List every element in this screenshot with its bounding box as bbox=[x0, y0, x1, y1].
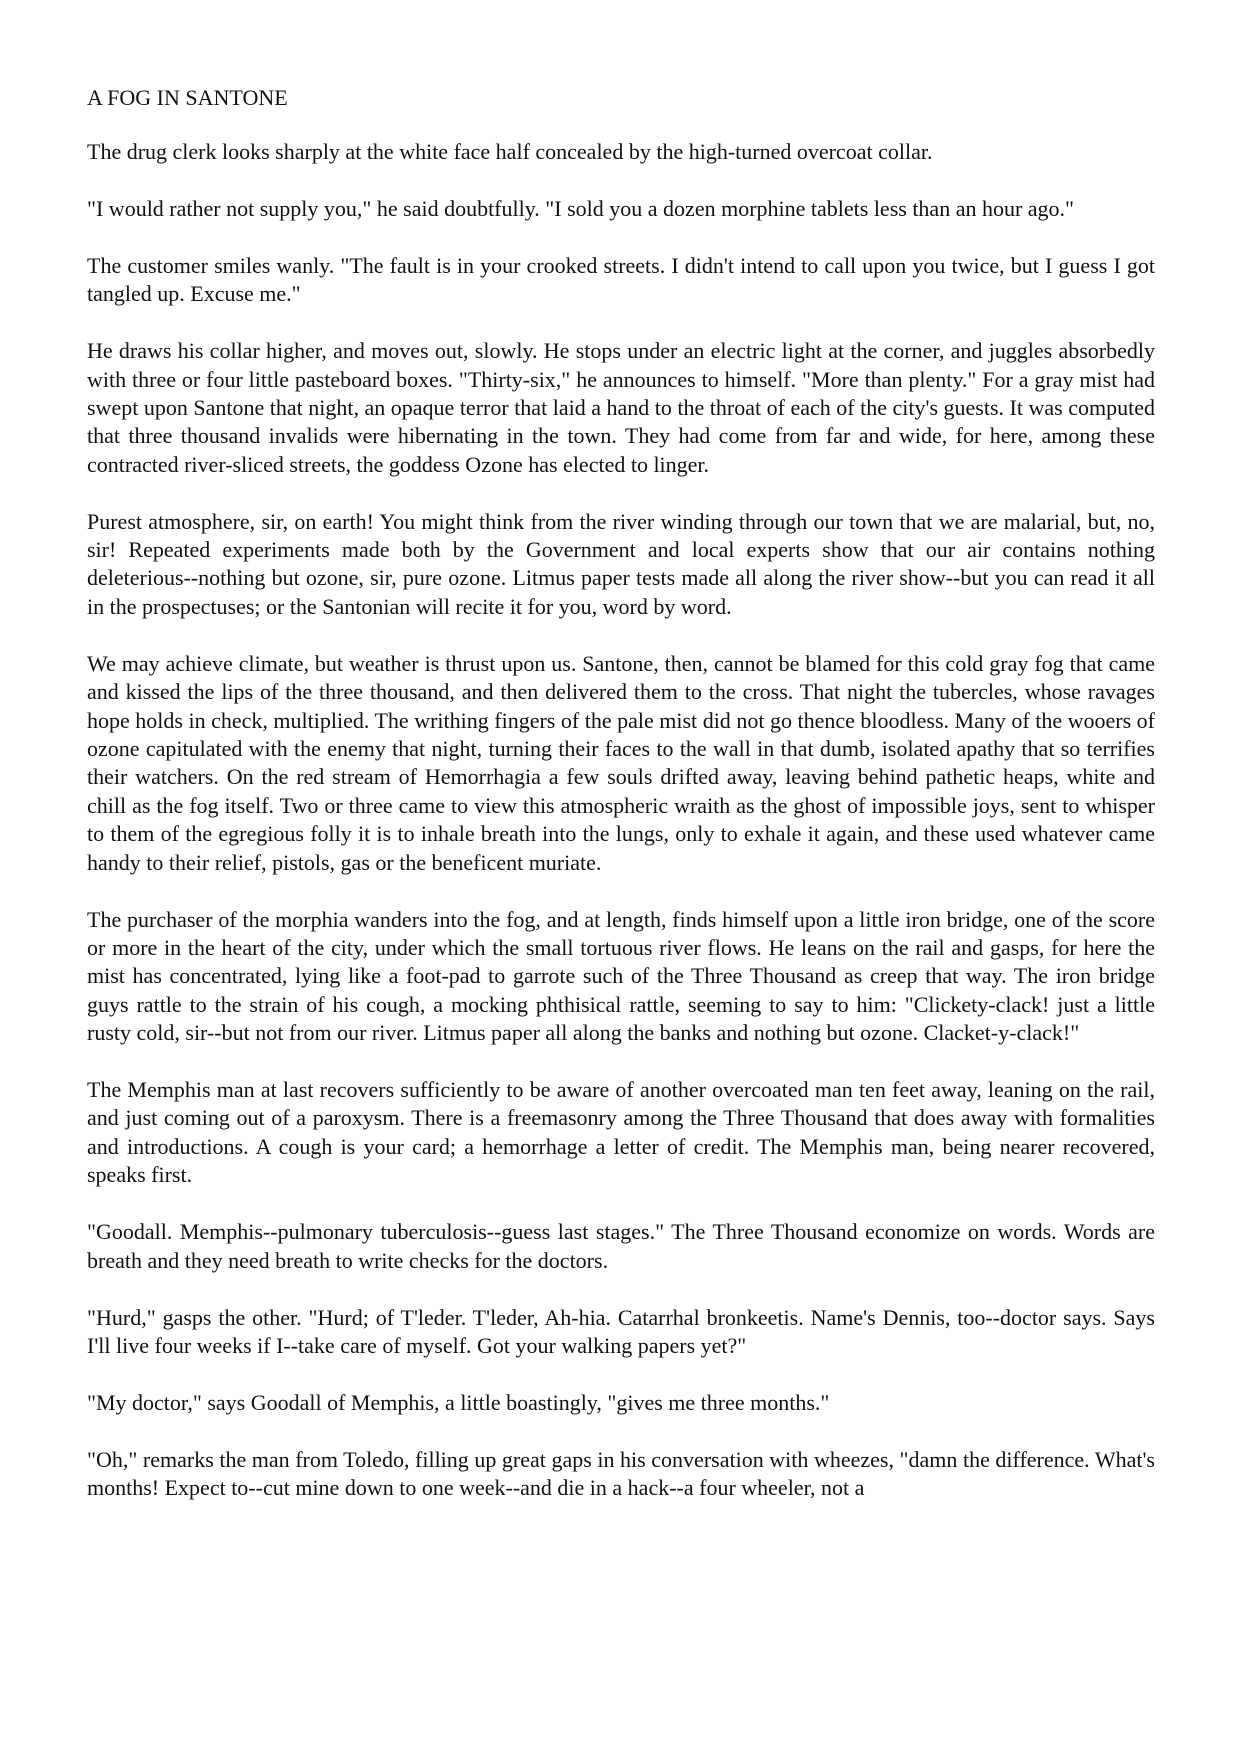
paragraph-drug-clerk: The drug clerk looks sharply at the white face half concealed by the high-turned overcoat collar. bbox=[87, 139, 933, 164]
document-page bbox=[87, 84, 1155, 1503]
paragraph-goodall: "Goodall. Memphis--pulmonary tuberculosis--guess last stages." The Three Thousand economize on words. Words are breath and they need breath to write checks for the doctors. bbox=[87, 1219, 1155, 1273]
paragraph-iron-bridge: The purchaser of the morphia wanders into the fog, and at length, finds himself upon a little iron bridge, one of the score or more in the heart of the city, under which the small tortuous river flows. He leans on the rail and gasps, for here the mist has concentrated, lying like a foot-pad to garrote such of the Three Thousand as creep that way. The iron bridge guys rattle to the strain of his cough, a mocking phthisical rattle, seeming to say to him: "Clickety-clack! just a little rusty cold, sir--but not from our river. Litmus paper all along the banks and nothing but ozone. Clacket-y-clack!" bbox=[87, 906, 1155, 1046]
paragraph-three-months: "My doctor," says Goodall of Memphis, a little boastingly, "gives me three months." bbox=[87, 1389, 830, 1415]
paragraph-weather: We may achieve climate, but weather is thrust upon us. Santone, then, cannot be blamed for this cold gray fog that came and kissed the lips of the three thousand, and then delivered them to the cross. That night the tubercles, whose ravages hope holds in check, multiplied. The writhing fingers of the pale mist did not go thence bloodless. Many of the wooers of ozone capitulated with the enemy that night, turning their faces to the wall in that dumb, isolated apathy that so terrifies their watchers. On the red stream of Hemorrhagia a few souls drifted away, leaving behind pathetic heaps, white and chill as the fog itself. Two or three came to view this atmospheric wraith as the ghost of impossible joys, sent to whisper to them of the egregious folly it is to inhale breath into the lungs, only to exhale it again, and these used whatever came handy to their relief, pistols, gas or the beneficent muriate. bbox=[87, 650, 1155, 875]
paragraph-toledo-man: "Oh," remarks the man from Toledo, filling up great gaps in his conversation with wheezes, "damn the difference. What's months! Expect to--cut mine down to one week--and die in a hack--a four wheeler, not a bbox=[87, 1446, 1155, 1501]
story-title: A FOG IN SANTONE bbox=[87, 85, 288, 110]
paragraph-gray-mist: He draws his collar higher, and moves out, slowly. He stops under an electric light at the corner, and juggles absorbedly with three or four little pasteboard boxes. "Thirty-six," he announces to himself. "More than plenty." For a gray mist had swept upon Santone that night, an opaque terror that laid a hand to the throat of each of the city's guests. It was computed that three thousand invalids were hibernating in the town. They had come from far and wide, for here, among these contracted river-sliced streets, the goddess Ozone has elected to linger. bbox=[87, 338, 1155, 477]
paragraph-customer-reply: The customer smiles wanly. "The fault is in your crooked streets. I didn't intend to call upon you twice, but I guess I got tangled up. Excuse me." bbox=[87, 252, 1155, 307]
paragraph-hurd: "Hurd," gasps the other. "Hurd; of T'leder. T'leder, Ah-hia. Catarrhal bronkeetis. Name's Dennis, too--doctor says. Says I'll live four weeks if I--take care of myself. Got your walking papers yet?" bbox=[87, 1304, 1155, 1358]
paragraph-purest-atmosphere: Purest atmosphere, sir, on earth! You might think from the river winding through our town that we are malarial, but, no, sir! Repeated experiments made both by the Government and local experts show that our air contains nothing deleterious--nothing but ozone, sir, pure ozone. Litmus paper tests made all along the river show--but you can read it all in the prospectuses; or the Santonian will recite it for you, word by word. bbox=[87, 508, 1155, 619]
paragraph-memphis-man: The Memphis man at last recovers sufficiently to be aware of another overcoated man ten feet away, leaning on the rail, and just coming out of a paroxysm. There is a freemasonry among the Three Thousand that does away with formalities and introductions. A cough is your card; a hemorrhage a letter of credit. The Memphis man, being nearer recovered, speaks first. bbox=[87, 1077, 1155, 1188]
paragraph-refusal: "I would rather not supply you," he said doubtfully. "I sold you a dozen morphine tablets less than an hour ago." bbox=[87, 195, 1075, 221]
